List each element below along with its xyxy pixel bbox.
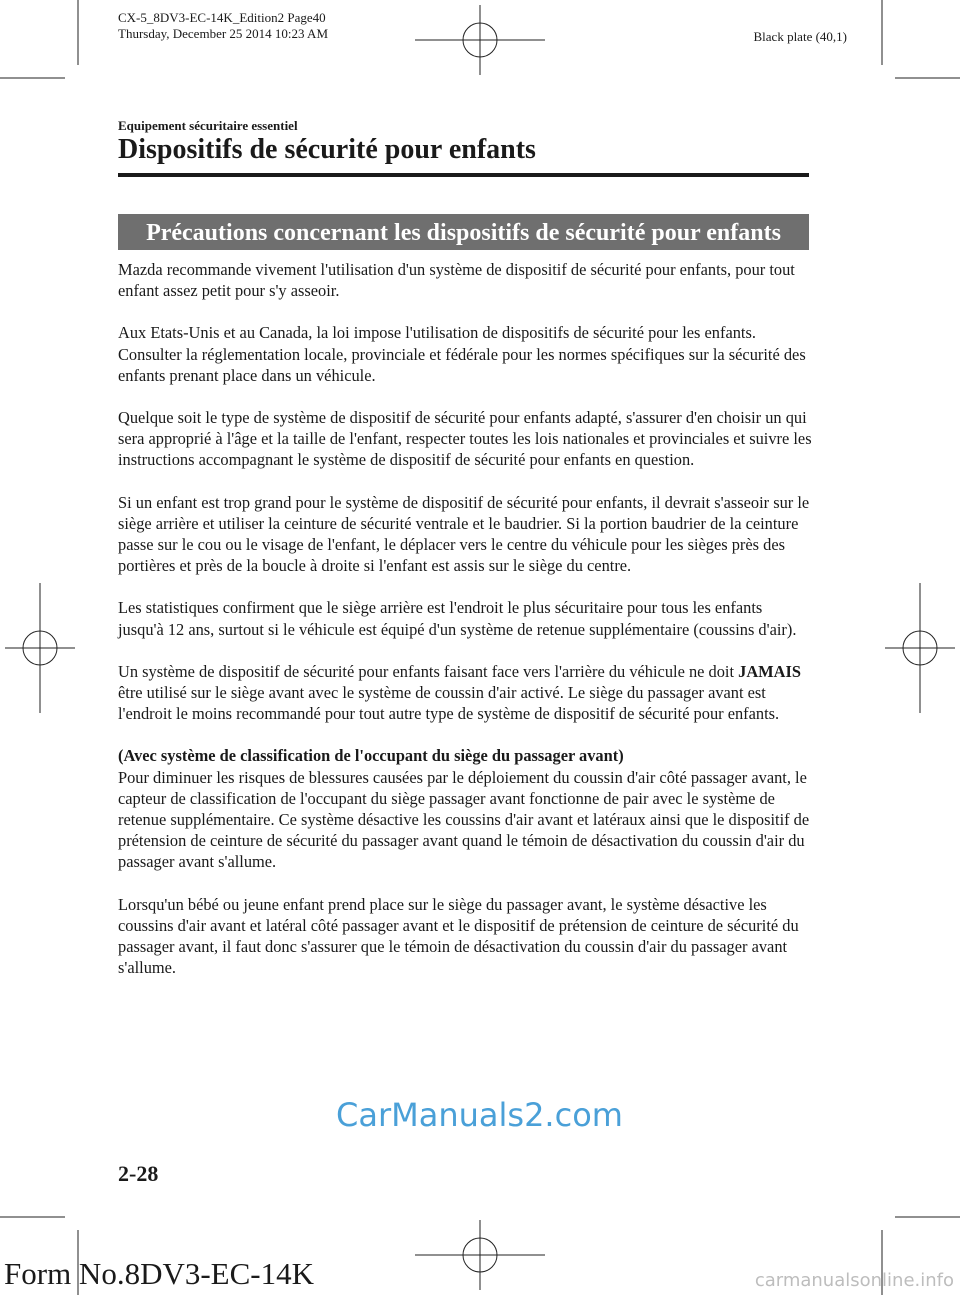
page-title: Dispositifs de sécurité pour enfants — [118, 134, 536, 165]
watermark-carmanuals: CarManuals2.com — [336, 1096, 623, 1134]
print-info-timestamp: Thursday, December 25 2014 10:23 AM — [118, 26, 329, 41]
page-number: 2-28 — [118, 1161, 159, 1186]
title-rule — [118, 173, 809, 177]
occupant-classification-heading: (Avec système de classification de l'occupant du siège du passager avant) — [118, 746, 624, 766]
print-info-filename: CX-5_8DV3-EC-14K_Edition2 Page40 — [118, 10, 326, 25]
rear-facing-text-start: Un système de dispositif de sécurité pour enfants faisant face vers l'arrière du véhicule ne doit — [118, 661, 735, 681]
occupant-classification-text: Pour diminuer les risques de blessures causées par le déploiement du coussin d'air côté passager avant, le capteur de classification de l'occupant du siège passager avant fonctionne de pair avec le système de retenue supplémentaire. Ce système désactive les coussins d'air avant et latéraux ainsi que le dispositif de prétension de ceinture de sécurité du passager avant quand le témoin de désactivation du coussin d'air du passager avant s'allume. — [118, 767, 810, 872]
section-label: Equipement sécuritaire essentiel — [118, 118, 298, 133]
paragraph-occupant-classification — [118, 745, 812, 872]
paragraph-large-child: Si un enfant est trop grand pour le système de dispositif de sécurité pour enfants, il devrait s'asseoir sur le siège arrière et utiliser la ceinture de sécurité ventrale et le baudrier. Si la portion baudrier de la ceinture passe sur le cou ou le visage de l'enfant, le déplacer vers le centre du véhicule pour les sièges près des portières et près de la boucle à droite si l'enfant est assis sur le siège du centre. — [118, 492, 810, 576]
paragraph-statistics: Les statistiques confirment que le siège arrière est l'endroit le plus sécuritaire pour tous les enfants jusqu'à 12 ans, surtout si le véhicule est équipé d'un système de retenue supplémentaire (coussins d'air). — [118, 598, 797, 639]
plate-label: Black plate (40,1) — [753, 29, 847, 44]
paragraph-law-text: Aux Etats-Unis et au Canada, la loi impose l'utilisation de dispositifs de sécurité pour les enfants. — [118, 323, 756, 343]
section-banner: Précautions concernant les dispositifs de sécurité pour enfants — [118, 214, 809, 250]
form-number: Form No.8DV3-EC-14K — [4, 1256, 314, 1291]
print-info — [118, 10, 328, 42]
body-text — [118, 259, 812, 999]
rear-facing-text-end: être utilisé sur le siège avant avec le système de coussin d'air activé. Le siège du passager avant est l'endroit le moins recommandé pour tout autre type de système de dispositif de sécurité pour enfants. — [118, 683, 780, 724]
never-emphasis: JAMAIS — [738, 661, 801, 681]
paragraph-recommendation: Mazda recommande vivement l'utilisation d'un système de dispositif de sécurité pour enfants, pour tout enfant assez petit pour s'y asseoir. — [118, 260, 795, 301]
paragraph-infant-front-seat: Lorsqu'un bébé ou jeune enfant prend place sur le siège du passager avant, le système désactive les coussins d'air avant et latéral côté passager avant et le dispositif de prétension de ceinture de sécurité du passager avant, il faut donc s'assurer que le témoin de désactivation du coussin d'air du passager avant s'allume. — [118, 894, 799, 978]
paragraph-regulation-text: Consulter la réglementation locale, provinciale et fédérale pour les normes spécifiques sur la sécurité des enfants prenant place dans un véhicule. — [118, 344, 806, 385]
paragraph-law — [118, 322, 812, 386]
paragraph-rear-facing — [118, 661, 812, 725]
paragraph-choice: Quelque soit le type de système de dispositif de sécurité pour enfants adapté, s'assurer d'en choisir un qui sera approprié à l'âge et la taille de l'enfant, respecter toutes les lois nationales et provinciales et suivre les instructions accompagnant le système de dispositif de sécurité pour enfants en question. — [118, 408, 812, 470]
watermark-online: carmanualsonline.info — [754, 1270, 954, 1291]
